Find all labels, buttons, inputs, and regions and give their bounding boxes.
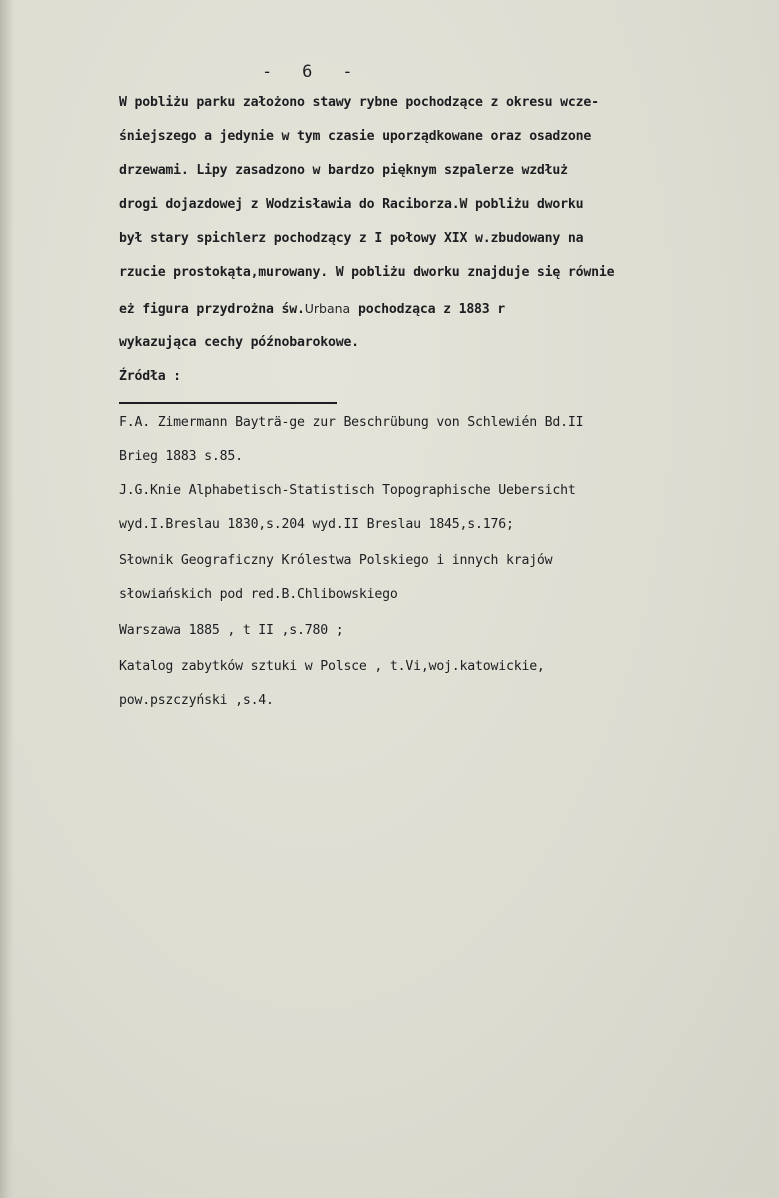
body-line-1: W pobliżu parku założono stawy rybne pochodzące z okresu wcze- [119, 95, 599, 110]
sources-divider [119, 402, 337, 404]
body-line-7-before: eż figura przydrożna św. [119, 302, 305, 317]
body-line-7-after: pochodząca z 1883 r [357, 302, 506, 317]
source-line-7: Warszawa 1885 , t II ,s.780 ; [119, 623, 344, 638]
source-line-2: Brieg 1883 s.85. [119, 449, 243, 464]
page-number: - 6 - [262, 62, 353, 82]
body-line-6: rzucie prostokąta,murowany. W pobliżu dworku znajduje się równie [119, 265, 615, 280]
source-line-1: F.A. Zimermann Bayträ-ge zur Beschrübung von Schlewién Bd.II [119, 415, 584, 430]
source-line-3: J.G.Knie Alphabetisch-Statistisch Topographische Uebersicht [119, 483, 576, 498]
erased-text [350, 302, 358, 317]
source-line-9: pow.pszczyński ,s.4. [119, 693, 274, 708]
body-line-3: drzewami. Lipy zasadzono w bardzo pięknym szpalerze wzdłuż [119, 163, 568, 178]
body-line-5: był stary spichlerz pochodzący z I połowy XIX w.zbudowany na [119, 231, 584, 246]
body-line-4: drogi dojazdowej z Wodzisławia do Raciborza.W pobliżu dworku [119, 197, 584, 212]
sources-heading: Źródła : [119, 369, 181, 384]
source-line-4: wyd.I.Breslau 1830,s.204 wyd.II Breslau 1845,s.176; [119, 517, 514, 532]
body-line-8: wykazująca cechy późnobarokowe. [119, 335, 359, 350]
source-line-8: Katalog zabytków sztuki w Polsce , t.Vi,woj.katowickie, [119, 659, 545, 674]
page-edge-shadow [0, 0, 14, 1198]
handwritten-insertion: Urbana [304, 301, 351, 316]
body-line-2: śniejszego a jedynie w tym czasie uporządkowane oraz osadzone [119, 129, 592, 144]
source-line-6: słowiańskich pod red.B.Chlibowskiego [119, 587, 398, 602]
source-line-5: Słownik Geograficzny Królestwa Polskiego i innych krajów [119, 553, 553, 568]
body-line-7 [119, 301, 505, 317]
